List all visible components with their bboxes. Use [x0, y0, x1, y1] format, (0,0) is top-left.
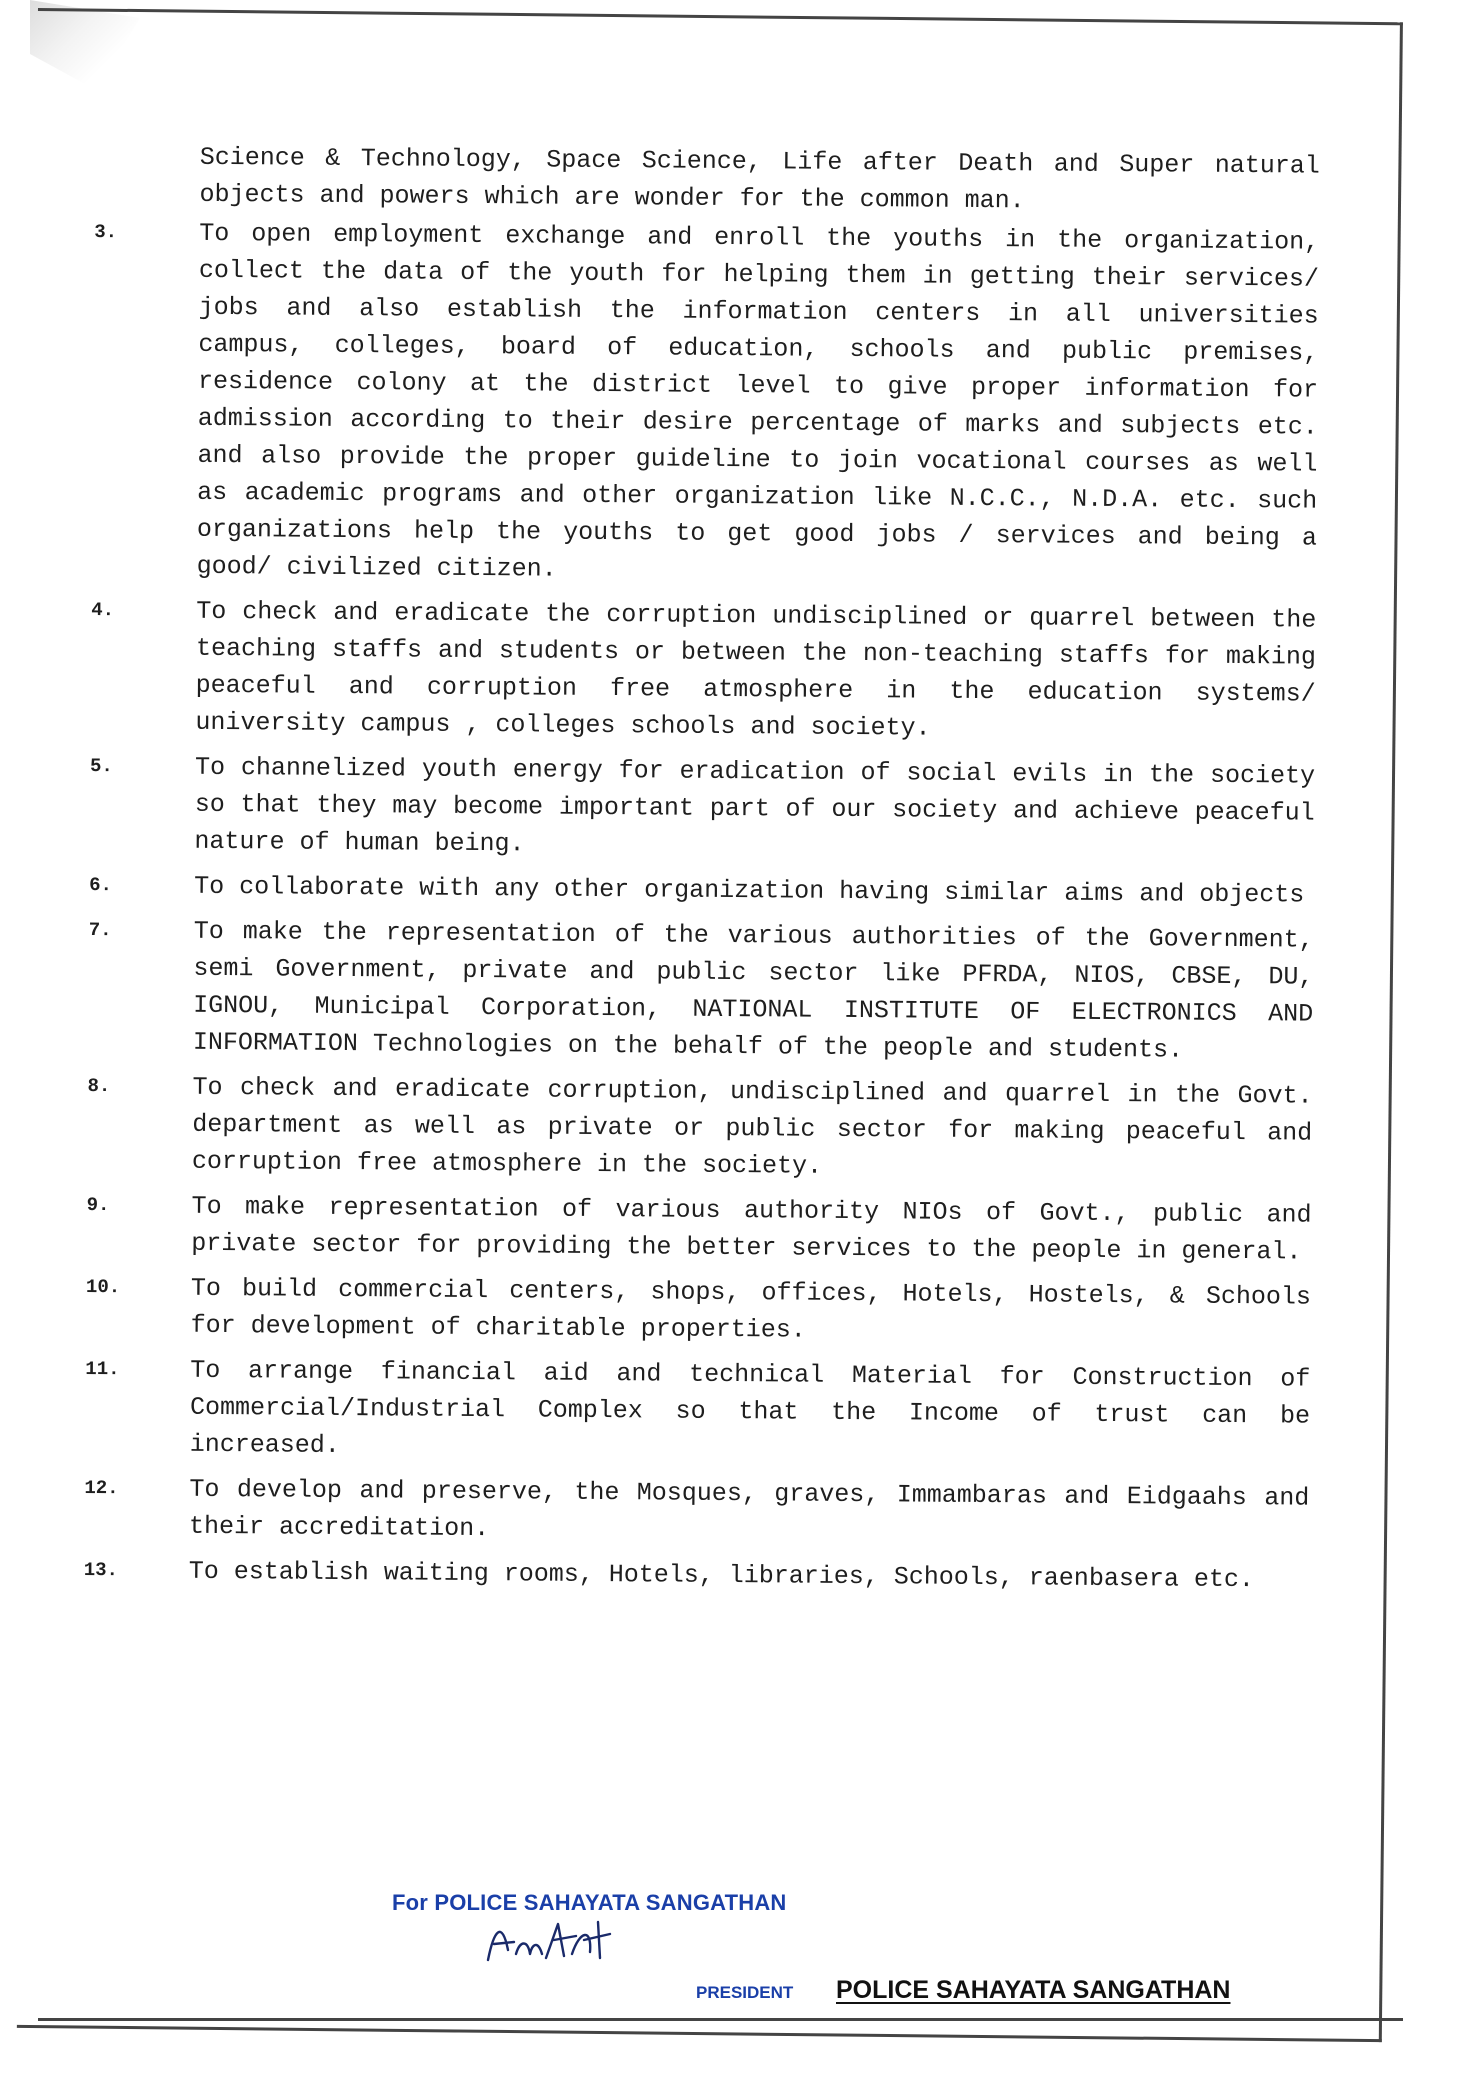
item-text: To establish waiting rooms, Hotels, libraries, Schools, raenbasera etc. [188, 1556, 1255, 1595]
list-item [89, 748, 1315, 869]
item-text: To collaborate with any other organization having similar aims and objects [194, 871, 1305, 910]
signature-block [0, 1880, 1475, 2030]
item-text: To arrange financial aid and technical Material for Construction of Commercial/Industrial Complex so that the Income of trust can be increased. [189, 1355, 1311, 1460]
list-item [86, 1187, 1312, 1271]
item-number: 12. [84, 1476, 119, 1500]
president-org-name: POLICE SAHAYATA SANGATHAN [836, 1976, 1231, 2004]
list-item [89, 867, 1314, 914]
president-label: PRESIDENT [696, 1983, 794, 2002]
intro-paragraph: Science & Technology, Space Science, Life after Death and Super natural objects and powers which are wonder for the common man. [199, 142, 1335, 216]
item-text: To build commercial centers, shops, offices, Hotels, Hostels, & Schools for development of charitable properties. [190, 1273, 1312, 1345]
item-text: To make representation of various authority NIOs of Govt., public and private sector for providing the better services to the people in general. [191, 1191, 1312, 1267]
item-number: 8. [87, 1074, 111, 1098]
item-number: 13. [83, 1558, 119, 1582]
item-number: 10. [85, 1275, 121, 1299]
item-text: To develop and preserve, the Mosques, graves, Immambaras and Eidgaahs and their accreditation. [188, 1474, 1310, 1544]
item-number: 4. [91, 598, 115, 622]
item-number: 7. [88, 918, 112, 942]
list-item [86, 1269, 1312, 1353]
item-text: To check and eradicate the corruption undisciplined or quarrel between the teaching staffs and students or between the non-teaching staffs for making peaceful and corruption free atmosphere in the education systems/ university campus , colleges schools and society. [195, 596, 1317, 743]
item-text: To check and eradicate corruption, undisciplined and quarrel in the Govt. department as well as private or public sector for making peaceful and corruption free atmosphere in the society. [191, 1072, 1313, 1181]
item-number: 5. [89, 754, 113, 778]
item-text: To channelized youth energy for eradication of social evils in the society so that they may become important part of our society and achieve peaceful nature of human being. [194, 752, 1316, 859]
list-item [88, 912, 1314, 1070]
item-number: 6. [89, 873, 113, 897]
org-stamp-for: For POLICE SAHAYATA SANGATHAN [392, 1890, 787, 1915]
item-text: To make the representation of the various authorities of the Government, semi Government, private and public sector like PFRDA, NIOS, CBSE, DU, IGNOU, Municipal Corporation, NATIONAL INSTITUTE OF ELECTRONICS AND INFORMATION Technologies on the behalf of the people and students. [192, 916, 1314, 1065]
item-text: To open employment exchange and enroll the youths in the organization, collect the data of the youth for helping them in getting their services/ jobs and also establish the information centers in all universities campus, colleges, board of education, schools and public premises, residence colony at the district level to give proper information for admission according to their desire percentage of marks and subjects etc. and also provide the proper guideline to join vocational courses as well as academic programs and other organization like N.C.C., N.D.A. etc. such organizations help the youths to get good jobs / services and being a good/ civilized citizen. [196, 218, 1320, 584]
item-number: 11. [85, 1357, 120, 1381]
list-item [84, 1470, 1310, 1554]
president-signature [480, 1910, 630, 1970]
item-number: 3. [94, 220, 118, 244]
list-item [91, 214, 1319, 594]
list-item [85, 1351, 1311, 1472]
list-item [87, 1068, 1313, 1189]
objects-list [84, 214, 1320, 1599]
bottom-border [38, 2018, 1403, 2021]
document-body [83, 138, 1335, 1599]
list-item [90, 592, 1316, 750]
item-number: 9. [86, 1193, 110, 1217]
